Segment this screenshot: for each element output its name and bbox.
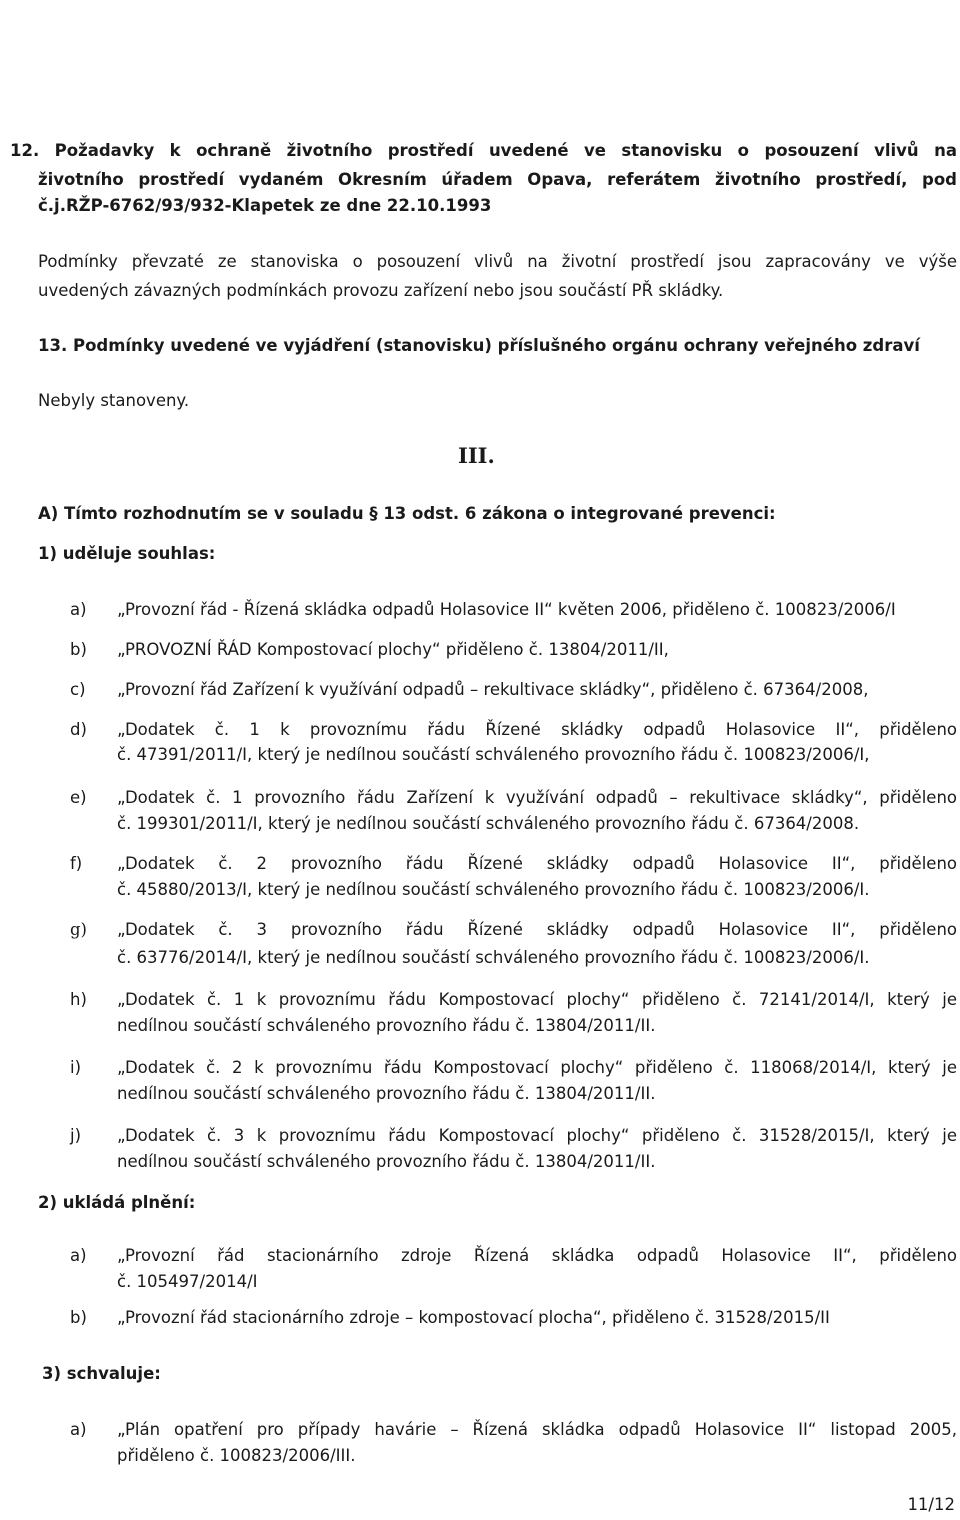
- list-item-continuation: č. 105497/2014/I: [117, 1272, 258, 1291]
- page-number: 11/12: [907, 1495, 955, 1514]
- section12-body-line2: uvedených závazných podmínkách provozu zařízení nebo jsou součástí PŘ skládky.: [38, 281, 724, 300]
- list-marker: g): [70, 920, 87, 939]
- decision-intro: A) Tímto rozhodnutím se v souladu § 13 odst. 6 zákona o integrované prevenci:: [38, 504, 776, 523]
- approvals-heading: 1) uděluje souhlas:: [38, 544, 216, 563]
- list-marker: i): [70, 1058, 82, 1077]
- list-item: „Provozní řád - Řízená skládka odpadů Holasovice II“ květen 2006, přiděleno č. 100823/2006/I: [117, 600, 896, 619]
- list-marker: b): [70, 1308, 87, 1327]
- list-item-continuation: č. 45880/2013/I, který je nedílnou součástí schváleného provozního řádu č. 100823/2006/I.: [117, 880, 870, 899]
- list-item-continuation: přiděleno č. 100823/2006/III.: [117, 1446, 356, 1465]
- list-item: „Dodatek č. 1 provozního řádu Zařízení k využívání odpadů – rekultivace skládky“, přiděleno: [117, 788, 957, 807]
- list-marker: b): [70, 640, 87, 659]
- list-item: „Dodatek č. 1 k provoznímu řádu Řízené skládky odpadů Holasovice II“, přiděleno: [117, 720, 957, 739]
- list-marker: a): [70, 1420, 87, 1439]
- section12-body-line1: Podmínky převzaté ze stanoviska o posouzení vlivů na životní prostředí jsou zapracovány ve výše: [38, 252, 957, 271]
- list-marker: f): [70, 854, 83, 873]
- list-marker: c): [70, 680, 86, 699]
- list-item-continuation: nedílnou součástí schváleného provozního řádu č. 13804/2011/II.: [117, 1152, 656, 1171]
- list-item-continuation: nedílnou součástí schváleného provozního řádu č. 13804/2011/II.: [117, 1084, 656, 1103]
- list-marker: e): [70, 788, 87, 807]
- list-item-continuation: nedílnou součástí schváleného provozního řádu č. 13804/2011/II.: [117, 1016, 656, 1035]
- list-item: „Provozní řád stacionárního zdroje Řízená skládka odpadů Holasovice II“, přiděleno: [117, 1246, 957, 1265]
- list-item: „Dodatek č. 2 k provoznímu řádu Kompostovací plochy“ přiděleno č. 118068/2014/I, který je: [117, 1058, 957, 1077]
- list-item: „PROVOZNÍ ŘÁD Kompostovací plochy“ přiděleno č. 13804/2011/II,: [117, 640, 669, 659]
- section13-body: Nebyly stanoveny.: [38, 391, 190, 410]
- header-subtitle: Integrované povolení čj. ŽPZ/4581/03/Kl ze dne 19. 11. 2003, ve znění pozdějších změn: [148, 34, 812, 53]
- list-item-continuation: č. 63776/2014/I, který je nedílnou součástí schváleného provozního řádu č. 100823/2006/I.: [117, 948, 870, 967]
- confirmations-heading: 3) schvaluje:: [42, 1364, 161, 1383]
- list-item: „Dodatek č. 2 provozního řádu Řízené skládky odpadů Holasovice II“, přiděleno: [117, 854, 957, 873]
- list-item: „Dodatek č. 1 k provoznímu řádu Kompostovací plochy“ přiděleno č. 72141/2014/I, který je: [117, 990, 957, 1009]
- section12-heading-line1: 12. Požadavky k ochraně životního prostředí uvedené ve stanovisku o posouzení vlivů na: [10, 141, 957, 160]
- list-marker: d): [70, 720, 87, 739]
- section12-heading-line2: životního prostředí vydaném Okresním úřadem Opava, referátem životního prostředí, pod: [38, 170, 957, 189]
- header-title: ELIO Slezsko a.s. – Řízená skládka odpadů Holasovice II: [263, 6, 697, 25]
- list-marker: a): [70, 1246, 87, 1265]
- list-marker: h): [70, 990, 87, 1009]
- list-item-continuation: č. 199301/2011/I, který je nedílnou součástí schváleného provozního řádu č. 67364/2008.: [117, 814, 860, 833]
- list-item: „Dodatek č. 3 provozního řádu Řízené skládky odpadů Holasovice II“, přiděleno: [117, 920, 957, 939]
- list-item: „Dodatek č. 3 k provoznímu řádu Kompostovací plochy“ přiděleno č. 31528/2015/I, který je: [117, 1126, 957, 1145]
- list-marker: a): [70, 600, 87, 619]
- section13-heading: 13. Podmínky uvedené ve vyjádření (stanovisku) příslušného orgánu ochrany veřejného zdraví: [38, 336, 920, 355]
- list-item-continuation: č. 47391/2011/I, který je nedílnou součástí schváleného provozního řádu č. 100823/2006/I,: [117, 745, 870, 764]
- list-item: „Provozní řád stacionárního zdroje – kompostovací plocha“, přiděleno č. 31528/2015/II: [117, 1308, 830, 1327]
- list-item: „Plán opatření pro případy havárie – Řízená skládka odpadů Holasovice II“ listopad 2005,: [117, 1420, 957, 1439]
- list-marker: j): [70, 1126, 82, 1145]
- obligations-heading: 2) ukládá plnění:: [38, 1193, 196, 1212]
- part-title: III.: [458, 443, 495, 468]
- section12-heading-line3: č.j.RŽP-6762/93/932-Klapetek ze dne 22.10.1993: [38, 196, 492, 215]
- list-item: „Provozní řád Zařízení k využívání odpadů – rekultivace skládky“, přiděleno č. 67364/2008,: [117, 680, 869, 699]
